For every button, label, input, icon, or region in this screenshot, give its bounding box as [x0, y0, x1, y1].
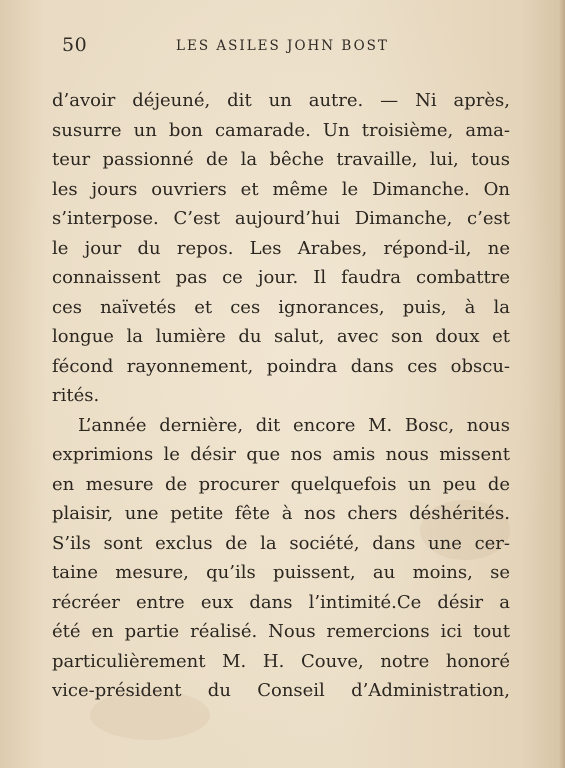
text-line: longue la lumière du salut, avec son doux et	[52, 326, 510, 347]
text-line: ces naïvetés et ces ignorances, puis, à la	[52, 296, 510, 318]
paragraph-start-line: L’année dernière, dit encore M. Bosc, nous	[78, 414, 510, 436]
text-line: connaissent pas ce jour. Il faudra combattre	[52, 267, 510, 288]
paragraph-end-line: rités.	[52, 385, 100, 406]
text-line: S’ils sont exclus de la société, dans une cer-	[52, 532, 510, 554]
text-line: particulièrement M. H. Couve, notre honoré	[52, 650, 510, 672]
running-title: LES ASILES JOHN BOST	[176, 38, 389, 54]
text-line: en mesure de procurer quelquefois un peu de	[52, 473, 510, 495]
text-line: fécond rayonnement, poindra dans ces obscu-	[52, 355, 510, 377]
text-line: taine mesure, qu’ils puissent, au moins, se	[52, 562, 510, 583]
text-line: susurre un bon camarade. Un troisième, ama-	[52, 119, 510, 141]
text-line: d’avoir déjeuné, dit un autre. — Ni après,	[52, 90, 510, 111]
text-line: été en partie réalisé. Nous remercions ici tout	[52, 621, 510, 642]
text-line: exprimions le désir que nos amis nous missent	[52, 444, 510, 465]
text-line: plaisir, une petite fête à nos chers déshérités.	[52, 503, 510, 524]
text-line: les jours ouvriers et même le Dimanche. On	[52, 178, 510, 200]
text-line: récréer entre eux dans l’intimité.Ce désir a	[52, 591, 510, 613]
running-head	[62, 34, 512, 58]
page-number: 50	[62, 34, 88, 56]
text-line: s’interpose. C’est aujourd’hui Dimanche, c’est	[52, 208, 510, 229]
page-edge-shadow	[559, 0, 565, 768]
body-text	[52, 86, 510, 706]
text-line: teur passionné de la bêche travaille, lui, tous	[52, 149, 510, 170]
text-line: vice-président du Conseil d’Administration,	[52, 680, 510, 701]
text-line: le jour du repos. Les Arabes, répond-il, ne	[52, 237, 510, 259]
